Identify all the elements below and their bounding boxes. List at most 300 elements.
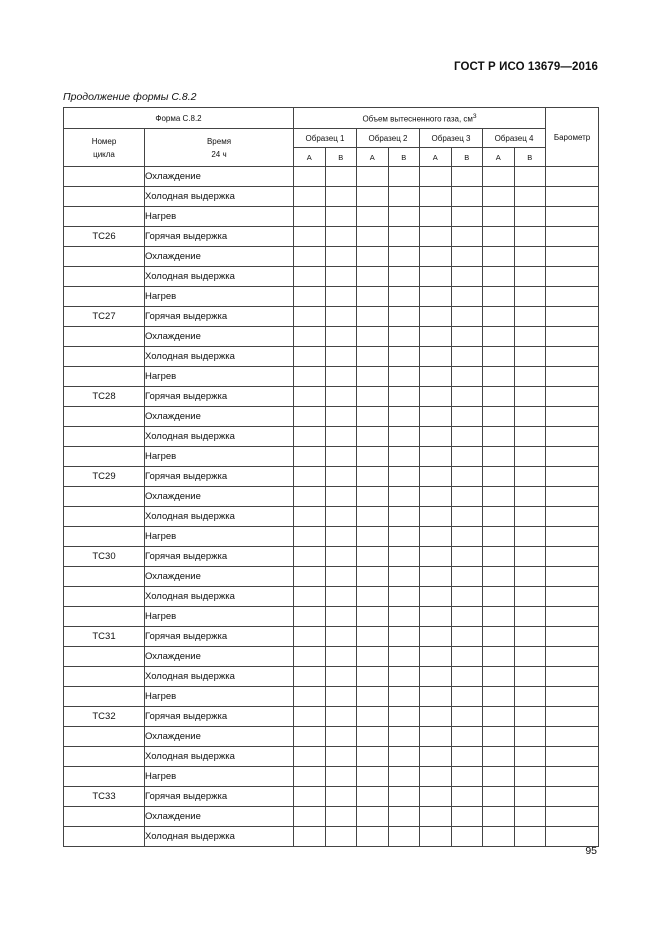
sample-4-b-value-cell[interactable] bbox=[514, 247, 546, 267]
sample-4-a-value-cell[interactable] bbox=[483, 807, 515, 827]
sample-1-a-value-cell[interactable] bbox=[294, 347, 326, 367]
barometer-value-cell[interactable] bbox=[546, 287, 599, 307]
barometer-value-cell[interactable] bbox=[546, 727, 599, 747]
sample-1-a-value-cell[interactable] bbox=[294, 467, 326, 487]
sample-1-b-value-cell[interactable] bbox=[325, 287, 357, 307]
sample-2-b-value-cell[interactable] bbox=[388, 387, 420, 407]
sample-2-b-value-cell[interactable] bbox=[388, 527, 420, 547]
sample-4-a-value-cell[interactable] bbox=[483, 547, 515, 567]
sample-2-a-value-cell[interactable] bbox=[357, 587, 389, 607]
sample-2-a-value-cell[interactable] bbox=[357, 827, 389, 847]
barometer-value-cell[interactable] bbox=[546, 507, 599, 527]
sample-1-b-value-cell[interactable] bbox=[325, 247, 357, 267]
sample-1-b-value-cell[interactable] bbox=[325, 327, 357, 347]
sample-4-a-value-cell[interactable] bbox=[483, 347, 515, 367]
sample-4-a-value-cell[interactable] bbox=[483, 227, 515, 247]
barometer-value-cell[interactable] bbox=[546, 367, 599, 387]
sample-1-b-value-cell[interactable] bbox=[325, 307, 357, 327]
sample-2-a-value-cell[interactable] bbox=[357, 427, 389, 447]
sample-1-a-value-cell[interactable] bbox=[294, 427, 326, 447]
barometer-value-cell[interactable] bbox=[546, 267, 599, 287]
sample-2-b-value-cell[interactable] bbox=[388, 627, 420, 647]
sample-3-a-value-cell[interactable] bbox=[420, 507, 452, 527]
barometer-value-cell[interactable] bbox=[546, 467, 599, 487]
sample-2-a-value-cell[interactable] bbox=[357, 247, 389, 267]
sample-4-b-value-cell[interactable] bbox=[514, 687, 546, 707]
sample-2-a-value-cell[interactable] bbox=[357, 787, 389, 807]
sample-4-b-value-cell[interactable] bbox=[514, 727, 546, 747]
sample-2-b-value-cell[interactable] bbox=[388, 287, 420, 307]
sample-2-b-value-cell[interactable] bbox=[388, 247, 420, 267]
barometer-value-cell[interactable] bbox=[546, 187, 599, 207]
barometer-value-cell[interactable] bbox=[546, 707, 599, 727]
sample-4-a-value-cell[interactable] bbox=[483, 207, 515, 227]
sample-3-a-value-cell[interactable] bbox=[420, 227, 452, 247]
barometer-value-cell[interactable] bbox=[546, 567, 599, 587]
sample-4-a-value-cell[interactable] bbox=[483, 647, 515, 667]
sample-2-a-value-cell[interactable] bbox=[357, 627, 389, 647]
barometer-value-cell[interactable] bbox=[546, 527, 599, 547]
barometer-value-cell[interactable] bbox=[546, 327, 599, 347]
sample-3-a-value-cell[interactable] bbox=[420, 247, 452, 267]
sample-4-a-value-cell[interactable] bbox=[483, 507, 515, 527]
sample-2-b-value-cell[interactable] bbox=[388, 187, 420, 207]
sample-2-a-value-cell[interactable] bbox=[357, 487, 389, 507]
sample-4-b-value-cell[interactable] bbox=[514, 507, 546, 527]
sample-3-a-value-cell[interactable] bbox=[420, 767, 452, 787]
sample-3-b-value-cell[interactable] bbox=[451, 787, 483, 807]
sample-1-a-value-cell[interactable] bbox=[294, 507, 326, 527]
sample-2-b-value-cell[interactable] bbox=[388, 447, 420, 467]
sample-3-a-value-cell[interactable] bbox=[420, 667, 452, 687]
sample-3-b-value-cell[interactable] bbox=[451, 427, 483, 447]
sample-1-b-value-cell[interactable] bbox=[325, 427, 357, 447]
sample-3-b-value-cell[interactable] bbox=[451, 627, 483, 647]
sample-4-b-value-cell[interactable] bbox=[514, 547, 546, 567]
barometer-value-cell[interactable] bbox=[546, 647, 599, 667]
sample-3-b-value-cell[interactable] bbox=[451, 447, 483, 467]
sample-1-b-value-cell[interactable] bbox=[325, 187, 357, 207]
sample-4-a-value-cell[interactable] bbox=[483, 527, 515, 547]
sample-1-a-value-cell[interactable] bbox=[294, 647, 326, 667]
sample-1-b-value-cell[interactable] bbox=[325, 547, 357, 567]
sample-1-a-value-cell[interactable] bbox=[294, 547, 326, 567]
sample-4-a-value-cell[interactable] bbox=[483, 267, 515, 287]
sample-4-b-value-cell[interactable] bbox=[514, 207, 546, 227]
sample-2-b-value-cell[interactable] bbox=[388, 327, 420, 347]
sample-2-a-value-cell[interactable] bbox=[357, 747, 389, 767]
sample-1-b-value-cell[interactable] bbox=[325, 407, 357, 427]
sample-3-b-value-cell[interactable] bbox=[451, 607, 483, 627]
sample-2-a-value-cell[interactable] bbox=[357, 667, 389, 687]
sample-2-a-value-cell[interactable] bbox=[357, 347, 389, 367]
sample-3-b-value-cell[interactable] bbox=[451, 467, 483, 487]
sample-3-a-value-cell[interactable] bbox=[420, 307, 452, 327]
sample-4-b-value-cell[interactable] bbox=[514, 407, 546, 427]
sample-4-a-value-cell[interactable] bbox=[483, 607, 515, 627]
sample-4-b-value-cell[interactable] bbox=[514, 667, 546, 687]
barometer-value-cell[interactable] bbox=[546, 667, 599, 687]
sample-4-b-value-cell[interactable] bbox=[514, 707, 546, 727]
sample-2-b-value-cell[interactable] bbox=[388, 267, 420, 287]
barometer-value-cell[interactable] bbox=[546, 807, 599, 827]
barometer-value-cell[interactable] bbox=[546, 767, 599, 787]
sample-3-b-value-cell[interactable] bbox=[451, 327, 483, 347]
sample-3-a-value-cell[interactable] bbox=[420, 167, 452, 187]
sample-3-a-value-cell[interactable] bbox=[420, 787, 452, 807]
sample-4-a-value-cell[interactable] bbox=[483, 487, 515, 507]
sample-3-a-value-cell[interactable] bbox=[420, 747, 452, 767]
sample-1-b-value-cell[interactable] bbox=[325, 827, 357, 847]
barometer-value-cell[interactable] bbox=[546, 627, 599, 647]
sample-3-a-value-cell[interactable] bbox=[420, 367, 452, 387]
sample-1-a-value-cell[interactable] bbox=[294, 807, 326, 827]
sample-2-b-value-cell[interactable] bbox=[388, 587, 420, 607]
sample-3-a-value-cell[interactable] bbox=[420, 527, 452, 547]
sample-4-b-value-cell[interactable] bbox=[514, 527, 546, 547]
barometer-value-cell[interactable] bbox=[546, 347, 599, 367]
sample-1-a-value-cell[interactable] bbox=[294, 527, 326, 547]
sample-2-a-value-cell[interactable] bbox=[357, 807, 389, 827]
sample-4-a-value-cell[interactable] bbox=[483, 187, 515, 207]
barometer-value-cell[interactable] bbox=[546, 547, 599, 567]
barometer-value-cell[interactable] bbox=[546, 387, 599, 407]
sample-1-a-value-cell[interactable] bbox=[294, 207, 326, 227]
barometer-value-cell[interactable] bbox=[546, 307, 599, 327]
sample-2-a-value-cell[interactable] bbox=[357, 727, 389, 747]
sample-1-a-value-cell[interactable] bbox=[294, 407, 326, 427]
sample-2-b-value-cell[interactable] bbox=[388, 227, 420, 247]
sample-3-b-value-cell[interactable] bbox=[451, 747, 483, 767]
sample-2-b-value-cell[interactable] bbox=[388, 667, 420, 687]
barometer-value-cell[interactable] bbox=[546, 167, 599, 187]
sample-3-a-value-cell[interactable] bbox=[420, 707, 452, 727]
sample-1-b-value-cell[interactable] bbox=[325, 367, 357, 387]
sample-3-b-value-cell[interactable] bbox=[451, 187, 483, 207]
sample-4-b-value-cell[interactable] bbox=[514, 347, 546, 367]
sample-3-a-value-cell[interactable] bbox=[420, 627, 452, 647]
sample-1-b-value-cell[interactable] bbox=[325, 727, 357, 747]
sample-1-b-value-cell[interactable] bbox=[325, 707, 357, 727]
sample-4-b-value-cell[interactable] bbox=[514, 427, 546, 447]
sample-3-b-value-cell[interactable] bbox=[451, 707, 483, 727]
barometer-value-cell[interactable] bbox=[546, 207, 599, 227]
sample-4-b-value-cell[interactable] bbox=[514, 567, 546, 587]
sample-2-a-value-cell[interactable] bbox=[357, 767, 389, 787]
sample-2-a-value-cell[interactable] bbox=[357, 567, 389, 587]
sample-2-a-value-cell[interactable] bbox=[357, 167, 389, 187]
sample-2-a-value-cell[interactable] bbox=[357, 187, 389, 207]
sample-4-b-value-cell[interactable] bbox=[514, 747, 546, 767]
sample-4-a-value-cell[interactable] bbox=[483, 407, 515, 427]
sample-1-a-value-cell[interactable] bbox=[294, 727, 326, 747]
sample-1-b-value-cell[interactable] bbox=[325, 267, 357, 287]
sample-2-a-value-cell[interactable] bbox=[357, 267, 389, 287]
sample-1-b-value-cell[interactable] bbox=[325, 587, 357, 607]
sample-3-a-value-cell[interactable] bbox=[420, 347, 452, 367]
sample-3-a-value-cell[interactable] bbox=[420, 727, 452, 747]
sample-4-a-value-cell[interactable] bbox=[483, 767, 515, 787]
sample-1-a-value-cell[interactable] bbox=[294, 607, 326, 627]
barometer-value-cell[interactable] bbox=[546, 227, 599, 247]
sample-2-b-value-cell[interactable] bbox=[388, 347, 420, 367]
sample-4-b-value-cell[interactable] bbox=[514, 387, 546, 407]
sample-1-a-value-cell[interactable] bbox=[294, 687, 326, 707]
barometer-value-cell[interactable] bbox=[546, 827, 599, 847]
sample-4-a-value-cell[interactable] bbox=[483, 667, 515, 687]
sample-3-b-value-cell[interactable] bbox=[451, 807, 483, 827]
sample-2-a-value-cell[interactable] bbox=[357, 447, 389, 467]
sample-2-a-value-cell[interactable] bbox=[357, 287, 389, 307]
sample-1-b-value-cell[interactable] bbox=[325, 347, 357, 367]
sample-4-a-value-cell[interactable] bbox=[483, 387, 515, 407]
sample-1-a-value-cell[interactable] bbox=[294, 827, 326, 847]
sample-3-b-value-cell[interactable] bbox=[451, 527, 483, 547]
sample-4-b-value-cell[interactable] bbox=[514, 267, 546, 287]
sample-3-b-value-cell[interactable] bbox=[451, 727, 483, 747]
sample-1-a-value-cell[interactable] bbox=[294, 227, 326, 247]
sample-2-b-value-cell[interactable] bbox=[388, 467, 420, 487]
sample-1-a-value-cell[interactable] bbox=[294, 327, 326, 347]
sample-2-b-value-cell[interactable] bbox=[388, 707, 420, 727]
sample-4-a-value-cell[interactable] bbox=[483, 287, 515, 307]
sample-3-b-value-cell[interactable] bbox=[451, 547, 483, 567]
sample-2-b-value-cell[interactable] bbox=[388, 727, 420, 747]
sample-4-a-value-cell[interactable] bbox=[483, 567, 515, 587]
sample-4-a-value-cell[interactable] bbox=[483, 787, 515, 807]
sample-4-b-value-cell[interactable] bbox=[514, 487, 546, 507]
sample-3-a-value-cell[interactable] bbox=[420, 427, 452, 447]
sample-3-a-value-cell[interactable] bbox=[420, 327, 452, 347]
sample-1-a-value-cell[interactable] bbox=[294, 307, 326, 327]
barometer-value-cell[interactable] bbox=[546, 747, 599, 767]
sample-1-b-value-cell[interactable] bbox=[325, 387, 357, 407]
sample-4-b-value-cell[interactable] bbox=[514, 587, 546, 607]
sample-1-b-value-cell[interactable] bbox=[325, 767, 357, 787]
sample-3-b-value-cell[interactable] bbox=[451, 367, 483, 387]
sample-2-a-value-cell[interactable] bbox=[357, 327, 389, 347]
sample-2-a-value-cell[interactable] bbox=[357, 367, 389, 387]
sample-4-b-value-cell[interactable] bbox=[514, 307, 546, 327]
sample-4-a-value-cell[interactable] bbox=[483, 327, 515, 347]
sample-3-b-value-cell[interactable] bbox=[451, 167, 483, 187]
sample-3-a-value-cell[interactable] bbox=[420, 567, 452, 587]
sample-1-b-value-cell[interactable] bbox=[325, 687, 357, 707]
sample-4-b-value-cell[interactable] bbox=[514, 607, 546, 627]
sample-4-b-value-cell[interactable] bbox=[514, 227, 546, 247]
sample-1-a-value-cell[interactable] bbox=[294, 587, 326, 607]
sample-2-b-value-cell[interactable] bbox=[388, 307, 420, 327]
sample-2-b-value-cell[interactable] bbox=[388, 567, 420, 587]
sample-4-b-value-cell[interactable] bbox=[514, 807, 546, 827]
sample-2-b-value-cell[interactable] bbox=[388, 607, 420, 627]
sample-2-b-value-cell[interactable] bbox=[388, 507, 420, 527]
barometer-value-cell[interactable] bbox=[546, 407, 599, 427]
sample-2-b-value-cell[interactable] bbox=[388, 207, 420, 227]
sample-3-b-value-cell[interactable] bbox=[451, 227, 483, 247]
sample-4-a-value-cell[interactable] bbox=[483, 627, 515, 647]
sample-3-b-value-cell[interactable] bbox=[451, 387, 483, 407]
sample-1-a-value-cell[interactable] bbox=[294, 567, 326, 587]
barometer-value-cell[interactable] bbox=[546, 447, 599, 467]
sample-4-b-value-cell[interactable] bbox=[514, 467, 546, 487]
sample-1-a-value-cell[interactable] bbox=[294, 487, 326, 507]
sample-2-a-value-cell[interactable] bbox=[357, 407, 389, 427]
sample-2-b-value-cell[interactable] bbox=[388, 647, 420, 667]
sample-3-b-value-cell[interactable] bbox=[451, 667, 483, 687]
barometer-value-cell[interactable] bbox=[546, 247, 599, 267]
sample-1-b-value-cell[interactable] bbox=[325, 467, 357, 487]
sample-3-a-value-cell[interactable] bbox=[420, 607, 452, 627]
sample-1-a-value-cell[interactable] bbox=[294, 247, 326, 267]
sample-2-a-value-cell[interactable] bbox=[357, 207, 389, 227]
sample-3-b-value-cell[interactable] bbox=[451, 207, 483, 227]
sample-2-b-value-cell[interactable] bbox=[388, 487, 420, 507]
sample-3-a-value-cell[interactable] bbox=[420, 287, 452, 307]
sample-1-a-value-cell[interactable] bbox=[294, 707, 326, 727]
sample-3-b-value-cell[interactable] bbox=[451, 307, 483, 327]
sample-3-a-value-cell[interactable] bbox=[420, 267, 452, 287]
sample-2-b-value-cell[interactable] bbox=[388, 807, 420, 827]
sample-3-a-value-cell[interactable] bbox=[420, 447, 452, 467]
sample-2-a-value-cell[interactable] bbox=[357, 387, 389, 407]
sample-3-b-value-cell[interactable] bbox=[451, 827, 483, 847]
sample-2-b-value-cell[interactable] bbox=[388, 767, 420, 787]
sample-3-b-value-cell[interactable] bbox=[451, 407, 483, 427]
sample-4-b-value-cell[interactable] bbox=[514, 767, 546, 787]
sample-2-a-value-cell[interactable] bbox=[357, 707, 389, 727]
sample-1-b-value-cell[interactable] bbox=[325, 787, 357, 807]
sample-1-a-value-cell[interactable] bbox=[294, 667, 326, 687]
sample-4-a-value-cell[interactable] bbox=[483, 467, 515, 487]
sample-3-a-value-cell[interactable] bbox=[420, 687, 452, 707]
sample-4-b-value-cell[interactable] bbox=[514, 187, 546, 207]
sample-1-b-value-cell[interactable] bbox=[325, 627, 357, 647]
sample-2-b-value-cell[interactable] bbox=[388, 827, 420, 847]
sample-1-b-value-cell[interactable] bbox=[325, 647, 357, 667]
sample-4-a-value-cell[interactable] bbox=[483, 707, 515, 727]
sample-2-a-value-cell[interactable] bbox=[357, 687, 389, 707]
sample-1-a-value-cell[interactable] bbox=[294, 387, 326, 407]
sample-4-a-value-cell[interactable] bbox=[483, 827, 515, 847]
sample-1-a-value-cell[interactable] bbox=[294, 627, 326, 647]
sample-4-b-value-cell[interactable] bbox=[514, 167, 546, 187]
sample-1-b-value-cell[interactable] bbox=[325, 167, 357, 187]
sample-4-a-value-cell[interactable] bbox=[483, 747, 515, 767]
sample-3-a-value-cell[interactable] bbox=[420, 487, 452, 507]
sample-1-a-value-cell[interactable] bbox=[294, 367, 326, 387]
sample-2-a-value-cell[interactable] bbox=[357, 307, 389, 327]
sample-4-b-value-cell[interactable] bbox=[514, 787, 546, 807]
sample-2-a-value-cell[interactable] bbox=[357, 607, 389, 627]
sample-2-b-value-cell[interactable] bbox=[388, 407, 420, 427]
sample-3-b-value-cell[interactable] bbox=[451, 507, 483, 527]
sample-1-b-value-cell[interactable] bbox=[325, 507, 357, 527]
sample-4-a-value-cell[interactable] bbox=[483, 247, 515, 267]
sample-4-a-value-cell[interactable] bbox=[483, 427, 515, 447]
sample-3-a-value-cell[interactable] bbox=[420, 827, 452, 847]
sample-4-a-value-cell[interactable] bbox=[483, 367, 515, 387]
sample-3-a-value-cell[interactable] bbox=[420, 387, 452, 407]
sample-2-b-value-cell[interactable] bbox=[388, 367, 420, 387]
sample-1-b-value-cell[interactable] bbox=[325, 607, 357, 627]
sample-4-a-value-cell[interactable] bbox=[483, 587, 515, 607]
sample-3-a-value-cell[interactable] bbox=[420, 587, 452, 607]
barometer-value-cell[interactable] bbox=[546, 487, 599, 507]
sample-3-a-value-cell[interactable] bbox=[420, 467, 452, 487]
sample-3-a-value-cell[interactable] bbox=[420, 647, 452, 667]
sample-1-a-value-cell[interactable] bbox=[294, 747, 326, 767]
sample-2-a-value-cell[interactable] bbox=[357, 227, 389, 247]
sample-1-a-value-cell[interactable] bbox=[294, 287, 326, 307]
sample-4-b-value-cell[interactable] bbox=[514, 327, 546, 347]
sample-3-b-value-cell[interactable] bbox=[451, 347, 483, 367]
sample-4-a-value-cell[interactable] bbox=[483, 167, 515, 187]
sample-3-b-value-cell[interactable] bbox=[451, 647, 483, 667]
sample-2-a-value-cell[interactable] bbox=[357, 527, 389, 547]
sample-4-b-value-cell[interactable] bbox=[514, 447, 546, 467]
sample-3-a-value-cell[interactable] bbox=[420, 547, 452, 567]
sample-1-b-value-cell[interactable] bbox=[325, 747, 357, 767]
sample-1-a-value-cell[interactable] bbox=[294, 767, 326, 787]
sample-3-b-value-cell[interactable] bbox=[451, 247, 483, 267]
sample-3-a-value-cell[interactable] bbox=[420, 187, 452, 207]
barometer-value-cell[interactable] bbox=[546, 787, 599, 807]
sample-2-a-value-cell[interactable] bbox=[357, 467, 389, 487]
sample-1-b-value-cell[interactable] bbox=[325, 207, 357, 227]
sample-4-b-value-cell[interactable] bbox=[514, 827, 546, 847]
sample-3-b-value-cell[interactable] bbox=[451, 687, 483, 707]
sample-3-b-value-cell[interactable] bbox=[451, 767, 483, 787]
barometer-value-cell[interactable] bbox=[546, 427, 599, 447]
sample-1-a-value-cell[interactable] bbox=[294, 447, 326, 467]
sample-1-b-value-cell[interactable] bbox=[325, 667, 357, 687]
sample-2-b-value-cell[interactable] bbox=[388, 787, 420, 807]
sample-2-b-value-cell[interactable] bbox=[388, 687, 420, 707]
sample-4-a-value-cell[interactable] bbox=[483, 447, 515, 467]
sample-2-a-value-cell[interactable] bbox=[357, 507, 389, 527]
sample-4-b-value-cell[interactable] bbox=[514, 367, 546, 387]
sample-4-b-value-cell[interactable] bbox=[514, 287, 546, 307]
sample-3-b-value-cell[interactable] bbox=[451, 267, 483, 287]
sample-3-a-value-cell[interactable] bbox=[420, 207, 452, 227]
sample-2-b-value-cell[interactable] bbox=[388, 427, 420, 447]
sample-1-b-value-cell[interactable] bbox=[325, 807, 357, 827]
sample-4-b-value-cell[interactable] bbox=[514, 647, 546, 667]
barometer-value-cell[interactable] bbox=[546, 687, 599, 707]
sample-3-b-value-cell[interactable] bbox=[451, 287, 483, 307]
sample-2-a-value-cell[interactable] bbox=[357, 547, 389, 567]
sample-4-a-value-cell[interactable] bbox=[483, 727, 515, 747]
sample-1-b-value-cell[interactable] bbox=[325, 527, 357, 547]
sample-2-b-value-cell[interactable] bbox=[388, 547, 420, 567]
sample-3-a-value-cell[interactable] bbox=[420, 807, 452, 827]
sample-3-b-value-cell[interactable] bbox=[451, 487, 483, 507]
sample-1-b-value-cell[interactable] bbox=[325, 487, 357, 507]
sample-3-b-value-cell[interactable] bbox=[451, 587, 483, 607]
barometer-value-cell[interactable] bbox=[546, 587, 599, 607]
sample-2-b-value-cell[interactable] bbox=[388, 747, 420, 767]
sample-3-b-value-cell[interactable] bbox=[451, 567, 483, 587]
sample-2-a-value-cell[interactable] bbox=[357, 647, 389, 667]
sample-4-b-value-cell[interactable] bbox=[514, 627, 546, 647]
sample-1-a-value-cell[interactable] bbox=[294, 187, 326, 207]
sample-1-b-value-cell[interactable] bbox=[325, 447, 357, 467]
barometer-value-cell[interactable] bbox=[546, 607, 599, 627]
sample-1-a-value-cell[interactable] bbox=[294, 267, 326, 287]
sample-1-b-value-cell[interactable] bbox=[325, 567, 357, 587]
sample-1-a-value-cell[interactable] bbox=[294, 167, 326, 187]
